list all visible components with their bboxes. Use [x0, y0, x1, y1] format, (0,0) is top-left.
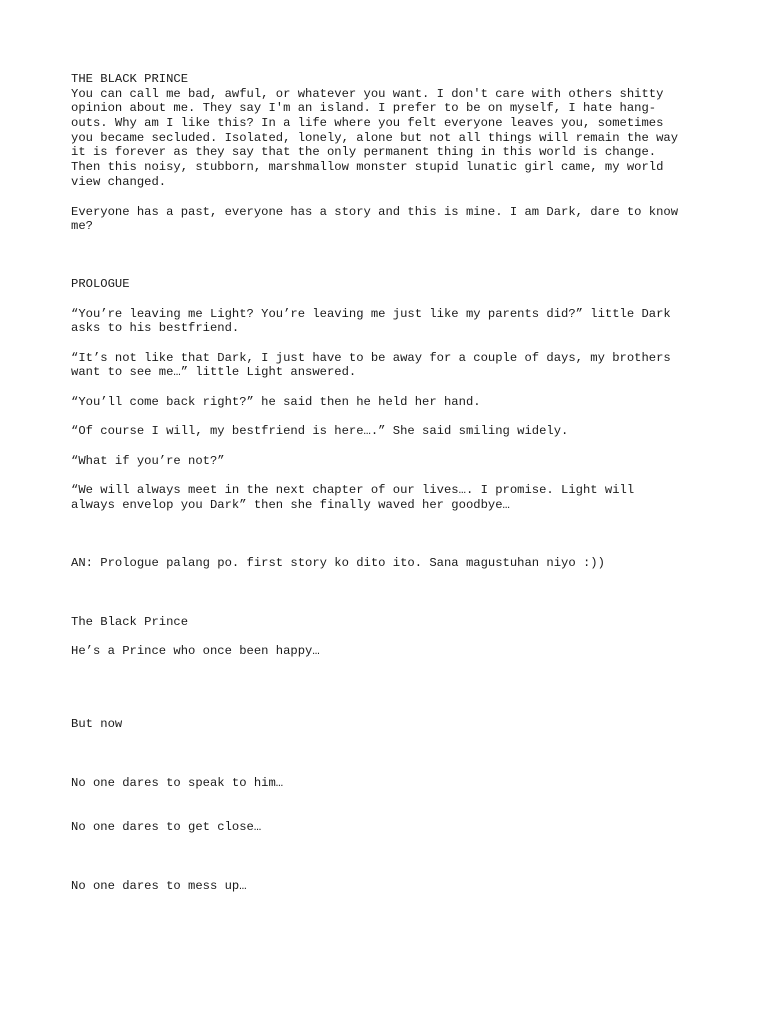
prologue-paragraph: “What if you’re not?” [71, 454, 225, 468]
prologue-heading: PROLOGUE [71, 277, 130, 291]
teaser-line: But now [71, 717, 123, 731]
teaser-title: The Black Prince [71, 615, 189, 629]
synopsis-line: you became secluded. Isolated, lonely, alone but not all things will remain the way [71, 131, 679, 145]
synopsis-title: THE BLACK PRINCE [71, 72, 189, 86]
synopsis-closing-line: me? [71, 219, 93, 233]
prologue-paragraph: “You’ll come back right?” he said then he held her hand. [71, 395, 481, 409]
synopsis-line: You can call me bad, awful, or whatever you want. I don't care with others shitty [71, 87, 664, 101]
prologue-paragraph-line: “You’re leaving me Light? You’re leaving me just like my parents did?” little Dark [71, 307, 671, 321]
teaser-line: No one dares to get close… [71, 820, 262, 834]
synopsis-closing-line: Everyone has a past, everyone has a story and this is mine. I am Dark, dare to know [71, 205, 679, 219]
prologue-paragraph: “Of course I will, my bestfriend is here….” She said smiling widely. [71, 424, 569, 438]
synopsis-line: opinion about me. They say I'm an island. I prefer to be on myself, I hate hang- [71, 101, 657, 115]
synopsis-line: Then this noisy, stubborn, marshmallow monster stupid lunatic girl came, my world [71, 160, 664, 174]
prologue-paragraph-line: always envelop you Dark” then she finally waved her goodbye… [71, 498, 510, 512]
prologue-paragraph-line: “It’s not like that Dark, I just have to be away for a couple of days, my brothers [71, 351, 671, 365]
prologue-paragraph-line: “We will always meet in the next chapter of our lives…. I promise. Light will [71, 483, 635, 497]
synopsis-line: it is forever as they say that the only permanent thing in this world is change. [71, 145, 657, 159]
teaser-line: No one dares to mess up… [71, 879, 247, 893]
author-note: AN: Prologue palang po. first story ko dito ito. Sana magustuhan niyo :)) [71, 556, 605, 570]
synopsis-line: view changed. [71, 175, 167, 189]
teaser-line: No one dares to speak to him… [71, 776, 284, 790]
teaser-line: He’s a Prince who once been happy… [71, 644, 320, 658]
prologue-paragraph-line: asks to his bestfriend. [71, 321, 240, 335]
prologue-paragraph-line: want to see me…” little Light answered. [71, 365, 357, 379]
synopsis-line: outs. Why am I like this? In a life where you felt everyone leaves you, sometimes [71, 116, 664, 130]
